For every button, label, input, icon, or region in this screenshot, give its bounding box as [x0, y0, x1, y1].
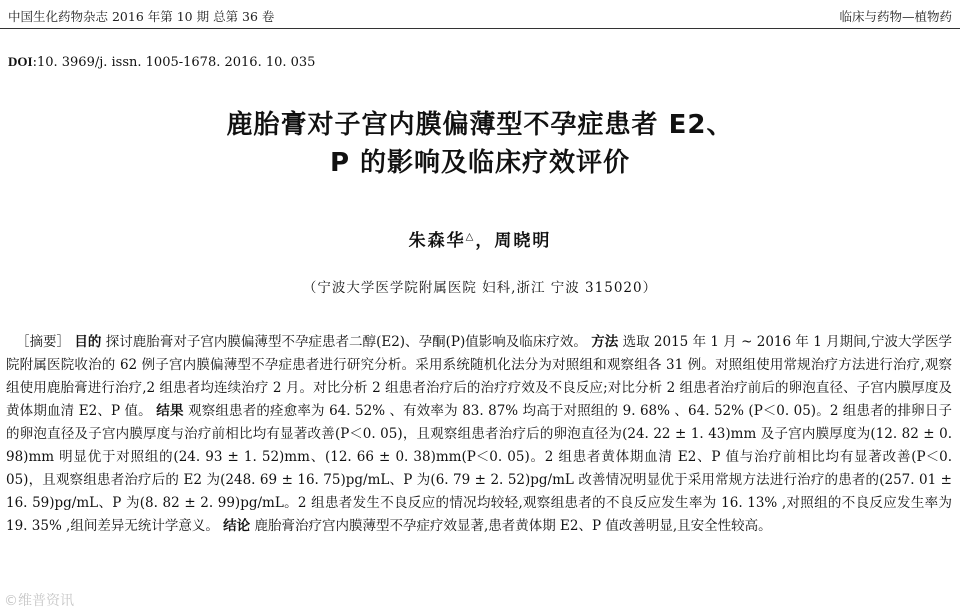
- author-name: 周晓明: [494, 231, 552, 251]
- conclusion-label: 结论: [223, 518, 251, 534]
- running-header: [8, 6, 952, 26]
- doi-value: 10. 3969/j. issn. 1005-1678. 2016. 10. 035: [36, 55, 316, 70]
- section-name: 临床与药物—植物药: [839, 9, 952, 24]
- author-name: 朱森华: [408, 231, 466, 251]
- title-line-2: P 的影响及临床疗效评价: [329, 148, 631, 178]
- results-label: 结果: [156, 403, 184, 419]
- title-line-1: 鹿胎膏对子宫内膜偏薄型不孕症患者 E2、: [226, 110, 734, 140]
- corresponding-mark: △: [465, 231, 476, 243]
- header-divider: [0, 28, 960, 29]
- affiliation: （宁波大学医学院附属医院 妇科,浙江 宁波 315020）: [302, 280, 658, 296]
- objective-label: 目的: [74, 334, 102, 350]
- doi-line: DOI:10. 3969/j. issn. 1005-1678. 2016. 10. 035: [8, 54, 316, 70]
- abstract-label: ［摘要］: [16, 334, 71, 350]
- conclusion-text: 鹿胎膏治疗宫内膜薄型不孕症疗效显著,患者黄体期 E2、P 值改善明显,且安全性较高。: [254, 518, 772, 534]
- results-text: 观察组患者的痊愈率为 64. 52% 、有效率为 83. 87% 均高于对照组的 9. 68% 、64. 52% (P＜0. 05)。2 组患者的排卵日子的卵泡直径及子宫内膜厚度与治疗前相比均有显著改善(P＜0. 05)，且观察组患者治疗后的卵泡直径为(24. 22 ± 1. 43)mm 及子宫内膜厚度为(12. 82 ± 0. 98)mm 明显优于对照组的(24. 93 ± 1. 52)mm、(12. 66 ± 0. 38)mm(P＜0. 05)。2 组患者黄体期血清 E2、P 值与治疗前相比均有显著改善(P＜0. 05)，且观察组患者治疗后的 E2 为(248. 69 ± 16. 75)pg/mL、P 为(6. 79 ± 2. 52)pg/mL 改善情况明显优于采用常规方法进行治疗的患者的(257. 01 ± 16. 59)pg/mL、P 为(8. 82 ± 2. 99)pg/mL。2 组患者发生不良反应的情况均较轻,观察组患者的不良反应发生率为 16. 13% ,对照组的不良反应发生率为 19. 35% ,组间差异无统计学意义。: [6, 403, 952, 534]
- author-separator: ，: [475, 231, 495, 251]
- article-title: [0, 106, 960, 182]
- objective-text: 探讨鹿胎膏对子宫内膜偏薄型不孕症患者二醇(E2)、孕酮(P)值影响及临床疗效。: [105, 334, 587, 350]
- watermark: ©维普资讯: [4, 593, 74, 609]
- abstract: [6, 331, 952, 538]
- journal-info: 中国生化药物杂志 2016 年第 10 期 总第 36 卷: [8, 9, 275, 24]
- methods-text: 选取 2015 年 1 月 ~ 2016 年 1 月期间,宁波大学医学院附属医院收治的 62 例子宫内膜偏薄型不孕症患者进行研究分析。采用系统随机化法分为对照组和观察组各 31 例。对照组使用常规治疗方法进行治疗,观察组使用鹿胎膏进行治疗,2 组患者均连续治疗 2 月。对比分析 2 组患者治疗后的治疗疗效及不良反应;对比分析 2 组患者治疗前后的卵泡直径、子宫内膜厚度及黄体期血清 E2、P 值。: [6, 334, 953, 419]
- doi-label: DOI: [8, 54, 33, 69]
- methods-label: 方法: [591, 334, 619, 350]
- author-list: [0, 226, 960, 251]
